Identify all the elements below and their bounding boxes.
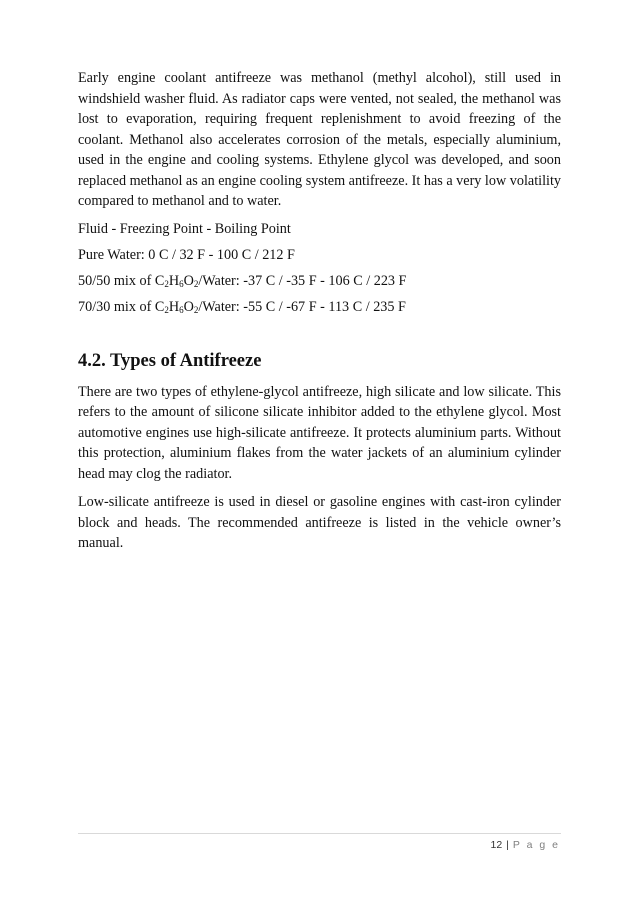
pure-water-line: Pure Water: 0 C / 32 F - 100 C / 212 F xyxy=(78,246,295,263)
mix-70-30-suffix: /Water: -55 C / -67 F - 113 C / 235 F xyxy=(198,298,406,315)
mix-50-50-line xyxy=(78,272,561,290)
page-content xyxy=(78,68,561,554)
footer-separator: | xyxy=(506,839,509,851)
formula-o: O xyxy=(183,298,194,315)
mix-70-30-line xyxy=(78,298,561,316)
section-heading: 4.2. Types of Antifreeze xyxy=(78,350,262,371)
footer-divider xyxy=(78,833,561,834)
formula-h: H xyxy=(168,272,180,289)
mix-50-50-suffix: /Water: -37 C / -35 F - 106 C / 223 F xyxy=(198,272,407,289)
formula-c-count: 2 xyxy=(164,304,169,315)
page-footer xyxy=(490,839,560,851)
formula-h-count: 6 xyxy=(179,304,184,315)
formula-c: C xyxy=(154,272,165,289)
formula-h-count: 6 xyxy=(179,278,184,289)
formula-o-count: 2 xyxy=(193,304,199,315)
section-paragraph-1: There are two types of ethylene-glycol antifreeze, high silicate and low silicate. This refers to the amount of silicone silicate inhibitor added to the ethylene glycol. Most automotive engines use high-silicate antifreeze. It protects aluminium parts. Without this protection, aluminium flakes from the water jackets of an aluminium cylinder head may clog the radiator. xyxy=(78,383,561,482)
section-paragraph-2: Low-silicate antifreeze is used in diesel or gasoline engines with cast-iron cylinder block and heads. The recommended antifreeze is listed in the vehicle owner’s manual. xyxy=(78,494,561,551)
mix-70-30-prefix: 70/30 mix of xyxy=(78,298,155,315)
formula-o: O xyxy=(183,272,194,289)
intro-paragraph: Early engine coolant antifreeze was methanol (methyl alcohol), still used in windshield washer fluid. As radiator caps were vented, not sealed, the methanol was lost to evaporation, requiring frequent replenishment to avoid freezing of the coolant. Methanol also accelerates corrosion of the metals, especially aluminium, used in the engine and cooling systems. Ethylene glycol was developed, and soon replaced methanol as an engine cooling system antifreeze. It has a very low volatility compared to methanol and to water. xyxy=(78,70,561,209)
fluid-table-header: Fluid - Freezing Point - Boiling Point xyxy=(78,220,291,237)
formula-c-count: 2 xyxy=(164,278,169,289)
mix-50-50-prefix: 50/50 mix of xyxy=(78,272,155,289)
formula-h: H xyxy=(168,298,180,315)
formula-c: C xyxy=(154,298,165,315)
page-number: 12 xyxy=(490,839,503,851)
page-label: P a g e xyxy=(512,839,560,851)
formula-o-count: 2 xyxy=(193,278,199,289)
